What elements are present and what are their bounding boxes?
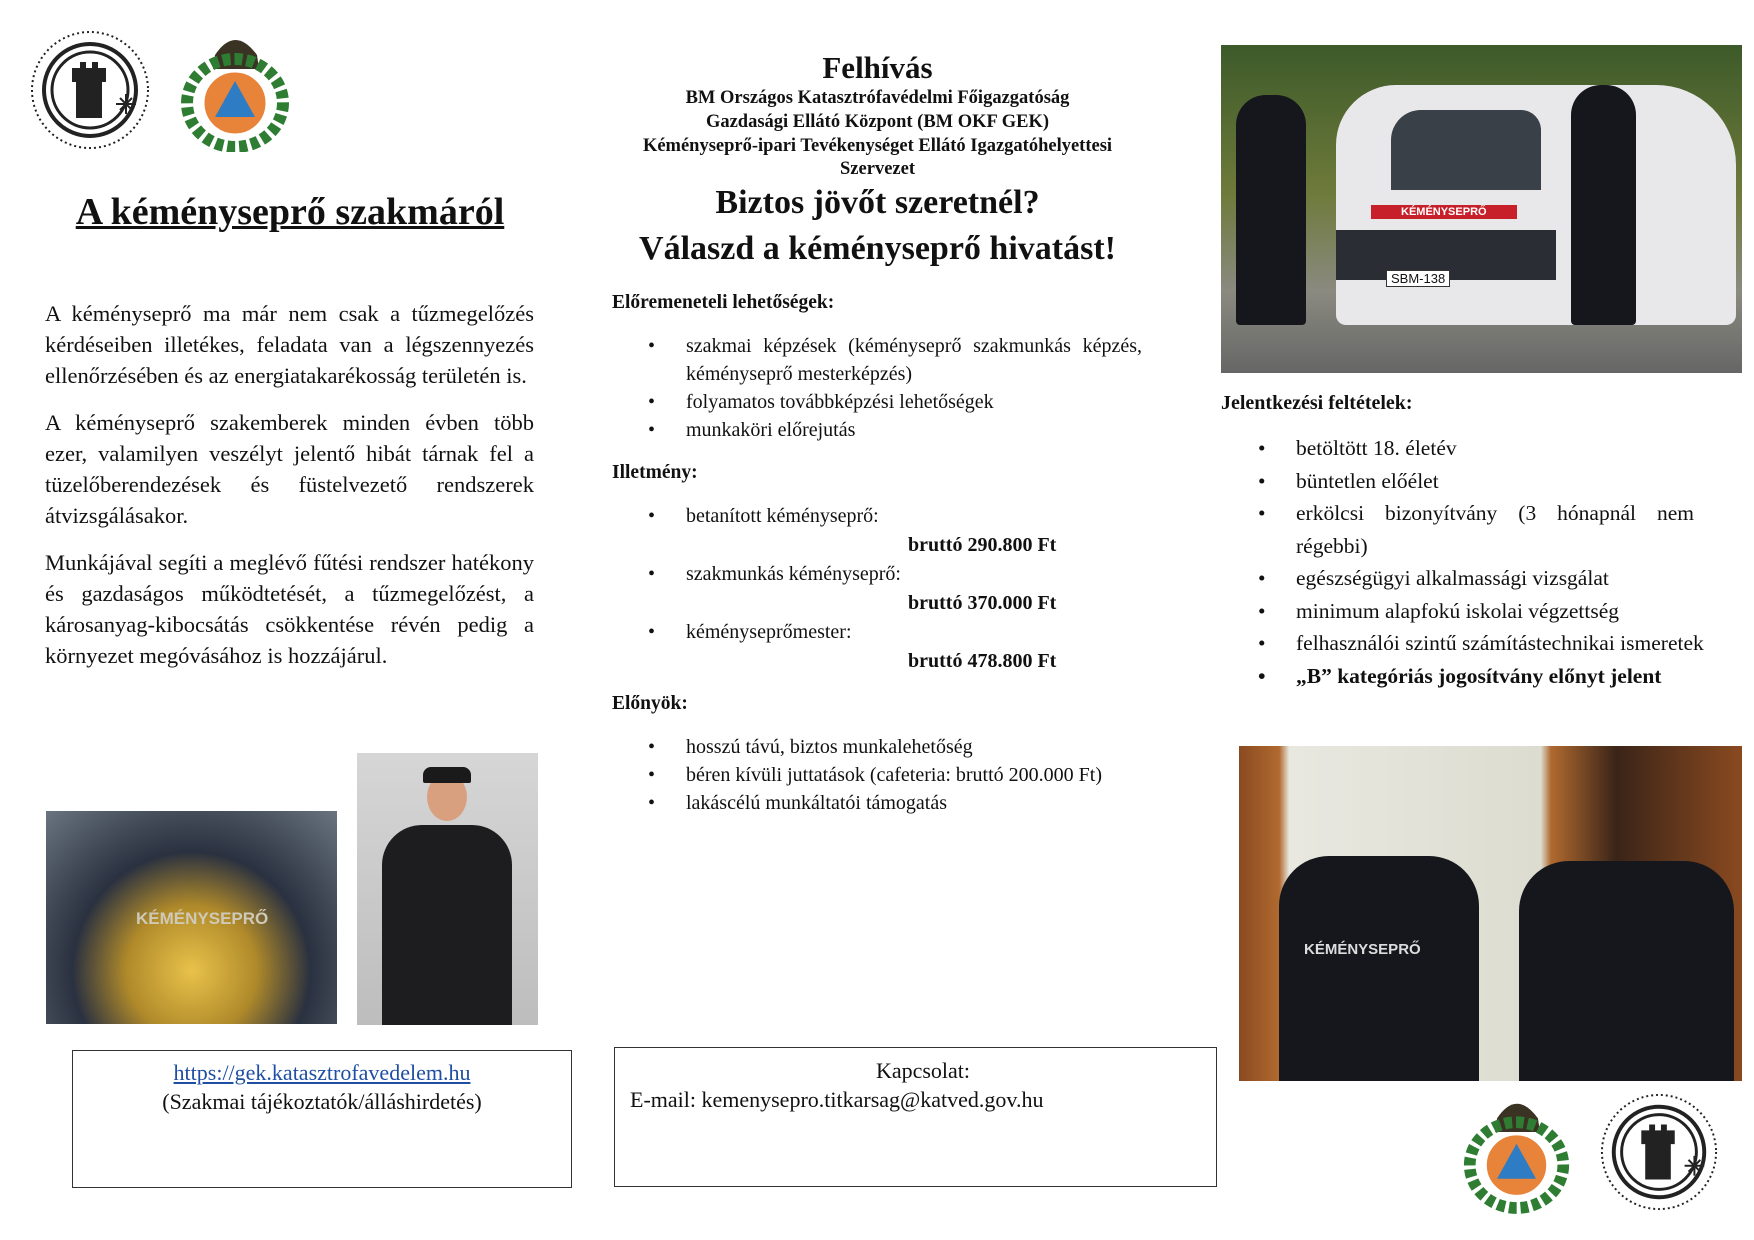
bullet-icon: • (1258, 468, 1266, 493)
photo-sweeps-inspecting-boiler (1239, 746, 1742, 1081)
bullet-icon: • (648, 736, 656, 758)
photo-chimney-sweep-brush (46, 811, 337, 1024)
list-item: • betöltött 18. életév (1296, 432, 1754, 465)
jacket-text: KÉMÉNYSEPRŐ (1304, 941, 1421, 958)
list-item: • munkaköri előrejutás (686, 416, 1142, 444)
list-item: • lakáscélú munkáltatói támogatás (686, 789, 1142, 817)
bullet-icon: • (648, 391, 656, 413)
okf-emblem (177, 25, 294, 152)
benefits-title: Előnyök: (612, 693, 688, 714)
photo-sweeps-with-van (1221, 45, 1742, 373)
list-item: • folyamatos továbbképzési lehetőségek (686, 388, 1142, 416)
photo-chimney-sweep-portrait (357, 753, 538, 1025)
license-plate: SBM-138 (1386, 270, 1450, 287)
contact-title: Kapcsolat: (875, 1058, 971, 1083)
website-box (72, 1050, 572, 1188)
jacket-text: KÉMÉNYSEPRŐ (136, 909, 269, 928)
contact-box (614, 1047, 1217, 1187)
advancement-title: Előremeneteli lehetőségek: (612, 292, 835, 313)
requirements-title: Jelentkezési feltételek: (1221, 392, 1413, 414)
list-item: • szakmai képzések (kéményseprő szakmunkás képzés, kéményseprő mesterképzés) (686, 332, 1142, 388)
org-line: Kéményseprő-ipari Tevékenységet Ellátó Igazgatóhelyettesi (642, 136, 1113, 156)
gek-logo (1598, 1091, 1720, 1213)
left-title: A kéményseprő szakmáról (75, 191, 505, 233)
bullet-icon: • (648, 419, 656, 441)
slogan: Válaszd a kéményseprő hivatást! (639, 230, 1116, 267)
bullet-icon: • (648, 505, 656, 527)
list-item: • béren kívüli juttatások (cafeteria: bruttó 200.000 Ft) (686, 761, 1142, 789)
salary-item: • szakmunkás kéményseprő: bruttó 370.000 Ft (686, 560, 1142, 617)
bullet-icon: • (648, 563, 656, 585)
org-line: Szervezet (840, 159, 915, 179)
salary-amount: bruttó 478.800 Ft (908, 650, 1057, 672)
gek-logo (28, 28, 152, 152)
list-item: • egészségügyi alkalmassági vizsgálat (1296, 562, 1754, 595)
bullet-icon: • (1258, 436, 1266, 460)
van-text: KÉMÉNYSEPRŐ (1371, 205, 1517, 219)
list-item: • hosszú távú, biztos munkalehetőség (686, 733, 1142, 761)
contact-email[interactable]: E-mail: kemenysepro.titkarsag@katved.gov.hu (630, 1087, 1044, 1112)
okf-emblem (1460, 1088, 1574, 1214)
slogan: Biztos jövőt szeretnél? (715, 184, 1040, 221)
website-link[interactable]: https://gek.katasztrofavedelem.hu (173, 1060, 471, 1085)
bullet-icon: • (648, 792, 656, 814)
salary-item: • kéményseprőmester: bruttó 478.800 Ft (686, 618, 1142, 675)
list-item: • büntetlen előélet (1296, 465, 1754, 498)
heading: Felhívás (822, 50, 933, 85)
bullet-icon: • (1258, 566, 1266, 590)
list-item: • erkölcsi bizonyítvány (3 hónapnál nem régebbi) (1296, 497, 1754, 562)
bullet-icon: • (1258, 598, 1266, 623)
salary-title: Illetmény: (612, 462, 698, 483)
paragraph: A kéményseprő ma már nem csak a tűzmegelőzés kérdéseiben illetékes, feladata van a légszennyezés ellenőrzésében és az energiatakarékosság területén is. (45, 301, 534, 388)
list-item: • „B” kategóriás jogosítvány előnyt jelent (1296, 660, 1754, 693)
salary-item: • betanított kéményseprő: bruttó 290.800 Ft (686, 502, 1142, 559)
paragraph: A kéményseprő szakemberek minden évben több ezer, valamilyen veszélyt jelentő hibát tárnak fel a tüzelőberendezések és füstelvezető rendszerek átvizsgálásakor. (45, 410, 534, 528)
bullet-icon: • (648, 764, 656, 786)
salary-amount: bruttó 370.000 Ft (908, 592, 1057, 614)
bullet-icon: • (1258, 501, 1266, 525)
bullet-icon: • (648, 335, 656, 357)
paragraph: Munkájával segíti a meglévő fűtési rendszer hatékony és gazdaságos működtetését, a tűzmegelőzést, a károsanyag-kibocsátás csökkentése révén pedig a környezet megóvásához is hozzájárul. (45, 550, 534, 668)
list-item: • felhasználói szintű számítástechnikai ismeretek (1296, 627, 1754, 660)
website-note: (Szakmai tájékoztatók/álláshirdetés) (162, 1089, 482, 1114)
org-line: Gazdasági Ellátó Központ (BM OKF GEK) (705, 112, 1050, 132)
bullet-icon: • (1258, 631, 1266, 655)
salary-amount: bruttó 290.800 Ft (908, 534, 1057, 556)
bullet-icon: • (648, 621, 656, 643)
bullet-icon: • (1258, 663, 1266, 688)
list-item: • minimum alapfokú iskolai végzettség (1296, 595, 1754, 628)
org-line: BM Országos Katasztrófavédelmi Főigazgatóság (685, 88, 1070, 108)
